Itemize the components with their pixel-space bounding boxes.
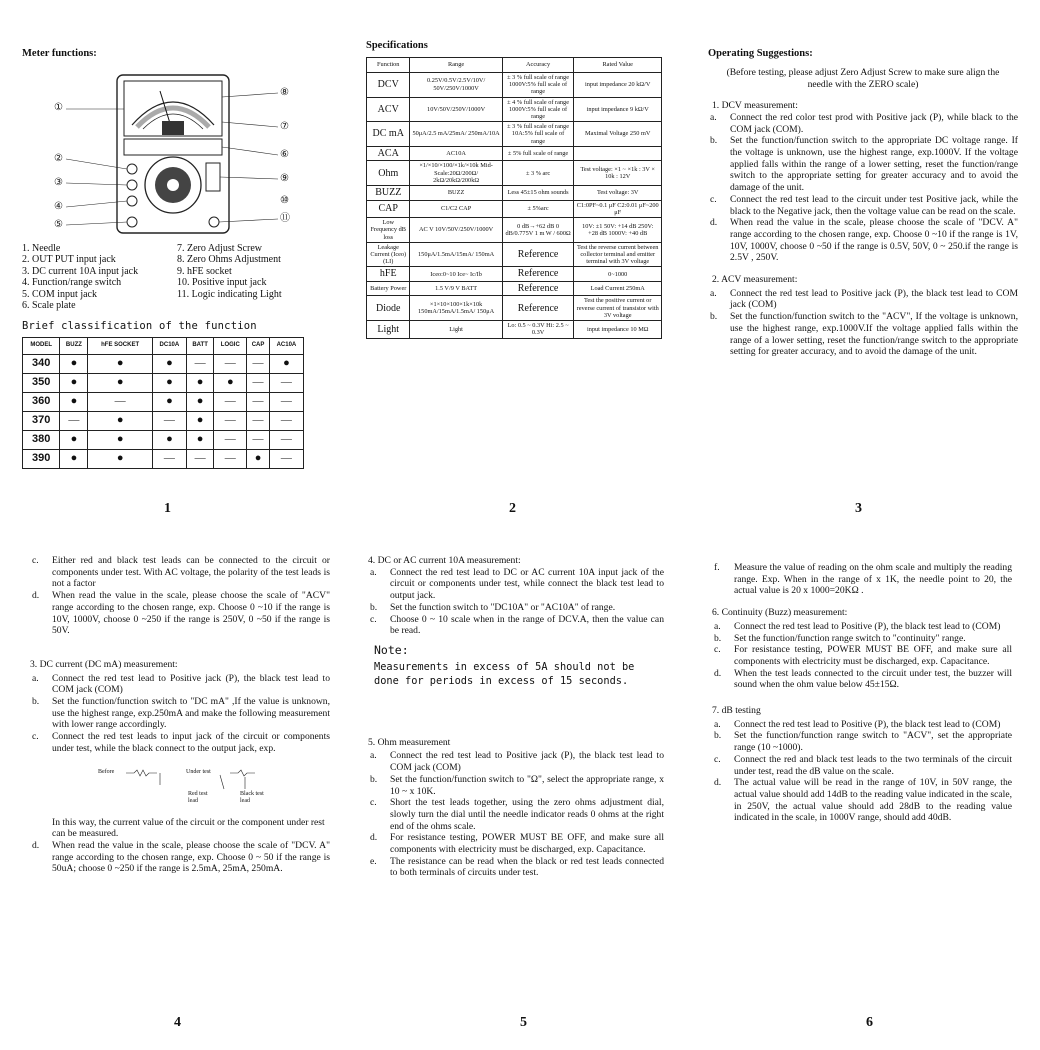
legend-item [177, 300, 322, 312]
legend-item: 1. Needle [22, 242, 61, 254]
table-cell: ● [88, 411, 152, 430]
table-header: AC10A [269, 337, 303, 354]
spec-row [367, 218, 662, 243]
table-cell: ● [214, 373, 247, 392]
spec-cell: ± 4 % full scale of range 1000V:5% full scale of range [502, 97, 574, 122]
spec-row [367, 267, 662, 282]
step-letter: c. [710, 193, 717, 205]
table-cell: ● [152, 373, 186, 392]
step-item [708, 217, 1018, 264]
spec-header: Range [410, 57, 502, 72]
table-cell: — [186, 449, 213, 468]
table-cell: ● [88, 373, 152, 392]
legend-item: 11. Logic indicating Light [177, 288, 282, 300]
spec-cell: DC mA [367, 122, 410, 147]
table-cell: ● [152, 392, 186, 411]
step-letter: a. [714, 718, 721, 730]
step-text: Connect the red test lead to Positive jack (P), the black test lead to COM jack (COM) [52, 672, 330, 696]
spec-row [367, 161, 662, 186]
step-item [708, 135, 1018, 194]
table-header: hFE SOCKET [88, 337, 152, 354]
step-letter: d. [714, 777, 722, 789]
step-text: Connect the red test lead to DC or AC current 10A input jack of the circuit or components under test, while connect the black test lead to output jack. [390, 566, 664, 602]
spec-cell: ± 3 % full scale of range 10A:5% full scale of range [502, 122, 574, 147]
table-cell: ● [152, 430, 186, 449]
note-text: Measurements in excess of 5A should not be done for periods in excess of 15 seconds. [374, 660, 635, 687]
table-header: DC10A [152, 337, 186, 354]
step-letter: c. [714, 753, 721, 765]
spec-cell: Low Frequency dB loss [367, 218, 410, 243]
spec-cell: C1/C2 CAP [410, 200, 502, 217]
ohm-steps [368, 750, 664, 879]
spec-cell: 0.25V/0.5V/2.5V/10V/ 50V/250V/1000V [410, 72, 502, 97]
table-cell: 370 [23, 411, 60, 430]
spec-cell: 10V: ±1 50V: +14 dB 250V: +28 dB 1000V: +40 dB [574, 218, 662, 243]
diagram-label-10: ⑩ [280, 194, 289, 206]
spec-cell: Test voltage: 3V [574, 186, 662, 201]
spec-cell: ×1/×10/×100/×1k/×10k Mid-Scale:20Ω/200Ω/ 2kΩ/20kΩ/200kΩ [410, 161, 502, 186]
page-number-4: 4 [174, 1015, 181, 1030]
spec-cell: Battery Power [367, 281, 410, 296]
diagram-label-3: ③ [54, 176, 63, 188]
spec-cell: Reference [502, 267, 574, 282]
page-4 [30, 555, 330, 1025]
section-acv: 2. ACV measurement: [712, 274, 798, 286]
table-cell: — [269, 449, 303, 468]
step-item [712, 730, 1012, 753]
table-cell: ● [60, 392, 88, 411]
step-item [30, 731, 330, 754]
legend-item: 3. DC current 10A input jack [22, 265, 139, 277]
step-letter: c. [32, 555, 39, 566]
table-header: MODEL [23, 337, 60, 354]
step-letter: d. [32, 839, 40, 851]
step-item [368, 602, 664, 614]
spec-cell: input impedance 20 kΩ/V [574, 72, 662, 97]
step-item [712, 719, 1012, 731]
page-number-5: 5 [520, 1015, 527, 1030]
dc-current-step-d [30, 840, 330, 875]
page-6 [712, 562, 1012, 1022]
spec-row [367, 281, 662, 296]
spec-cell: ± 3 % arc [502, 161, 574, 186]
meter-diagram [52, 67, 302, 237]
step-item [712, 633, 1012, 645]
step-letter: a. [32, 672, 39, 684]
spec-cell: Maximal Voltage 250 mV [574, 122, 662, 147]
step-letter: a. [710, 287, 717, 299]
spec-header: Accuracy [502, 57, 574, 72]
table-row [23, 449, 304, 468]
step-item [30, 696, 330, 731]
table-cell: — [214, 430, 247, 449]
operating-suggestions-title: Operating Suggestions: [708, 48, 813, 59]
table-cell: — [60, 411, 88, 430]
legend-item: 4. Function/range switch [22, 277, 122, 289]
step-item [368, 856, 664, 879]
legend-item: 6. Scale plate [22, 300, 76, 312]
table-header: LOGIC [214, 337, 247, 354]
step-letter: c. [714, 644, 721, 656]
legend-item: 5. COM input jack [22, 288, 97, 300]
step-item [708, 112, 1018, 135]
step-letter: a. [710, 111, 717, 123]
spec-cell: Leakage Current (Iceo) (LI) [367, 242, 410, 267]
table-cell: ● [186, 430, 213, 449]
diagram-label-9: ⑨ [280, 172, 289, 184]
step-letter: b. [714, 632, 722, 644]
table-cell: — [247, 430, 270, 449]
continuity-steps [712, 621, 1012, 691]
table-cell: 390 [23, 449, 60, 468]
spec-header: Rated Value [574, 57, 662, 72]
legend-item: 10. Positive input jack [177, 277, 267, 289]
spec-cell: 50μA/2.5 mA/25mA/ 250mA/10A [410, 122, 502, 147]
acv-steps-continued [30, 555, 330, 637]
specifications-title: Specifications [366, 40, 428, 51]
spec-row [367, 122, 662, 147]
table-cell: ● [88, 449, 152, 468]
table-cell: — [214, 392, 247, 411]
table-header: BATT [186, 337, 213, 354]
step-letter: b. [714, 730, 722, 742]
page-number-6: 6 [866, 1015, 873, 1030]
step-text: Short the test leads together, using the zero ohms adjustment dial, slowly turn the dial until the needle indicator reads 0 ohms at the right end of the ohms scale. [390, 797, 664, 832]
circuit-sketch [90, 763, 310, 811]
step-text: When read the value in the scale, please choose the scale of "DCV. A" range according to the chosen range, exp. Choose 0 ~ 50 if the range is 50uA; choose 0 ~250 if the range is 2.5mA, 25mA, 250mA. [52, 839, 330, 875]
table-cell: ● [152, 354, 186, 373]
table-cell: — [247, 392, 270, 411]
step-text: Set the function/function range switch to "continuity" range. [734, 632, 966, 644]
step-item [368, 614, 664, 637]
step-item [368, 750, 664, 773]
step-text: Connect the red test lead to Positive (P), the black test lead to (COM) [734, 620, 1001, 632]
dcv-steps [708, 112, 1018, 264]
step-text: Set the function switch to "DC10A" or "AC10A" of range. [390, 601, 616, 613]
step-text: For resistance testing, POWER MUST BE OFF, and make sure all components with electricity must be discharged, exp. Capacitance. [390, 832, 664, 856]
step-letter: b. [32, 696, 40, 708]
spec-cell: 1.5 V/9 V BATT [410, 281, 502, 296]
step-letter: a. [714, 620, 721, 632]
db-testing-steps [712, 719, 1012, 824]
diagram-label-1: ① [54, 101, 63, 113]
spec-cell: DCV [367, 72, 410, 97]
note-title: Note: [374, 642, 409, 657]
table-cell: — [247, 354, 270, 373]
step-text: Connect the red test lead to Positive (P), the black test lead to (COM) [734, 718, 1001, 730]
ohm-step-f [712, 562, 1012, 597]
table-cell: ● [60, 449, 88, 468]
step-item [368, 774, 664, 797]
diagram-label-5: ⑤ [54, 218, 63, 230]
step-letter: a. [370, 750, 377, 762]
step-item [30, 590, 330, 637]
step-text: Measure the value of reading on the ohm scale and multiply the reading range. Exp. When in the range of x 1K, the needle point to 20, the actual value is 20 x 1000=20KΩ . [734, 562, 1012, 597]
step-text: Connect the red test lead to the circuit under test Positive jack, while the black to the Negative jack, then the voltage value can be read on the scale. [730, 193, 1018, 217]
step-text: The actual value will be read in the range of 10V, in 50V range, the actual value should add 14dB to the reading value indicated in the scale, in 250V, the actual value should add 28dB to the reading value indicated in the scale, in 1000V range, should add 40dB. [734, 777, 1012, 824]
spec-cell: input impedance 9 kΩ/V [574, 97, 662, 122]
step-text: Set the function/function switch to "DC mA" ,If the value is unknown, use the highest range, exp.250mA and make the following measurement with lower range accordingly. [52, 696, 330, 731]
spec-cell: BUZZ [367, 186, 410, 201]
table-cell: — [269, 430, 303, 449]
step-text: Set the function/function switch to the "ACV", If the voltage is unknown, use the highest range, exp.1000V.If the voltage applied falls within the range of a lower setting, reset the function/range switch to the appropriate setting for greater accuracy, and to avoid the damage of the unit. [730, 311, 1018, 358]
step-text: Either red and black test leads can be connected to the circuit or components under test. With AC voltage, the polarity of the test leads is not a factor [52, 555, 330, 590]
spec-cell: ACA [367, 146, 410, 161]
step-letter: b. [370, 773, 378, 785]
section-ohm: 5. Ohm measurement [368, 736, 451, 748]
page-5 [368, 555, 664, 1025]
spec-header: Function [367, 57, 410, 72]
spec-cell: Diode [367, 296, 410, 321]
fig-label-black-lead: Black test lead [240, 790, 264, 804]
step-item [30, 673, 330, 696]
step-item [712, 644, 1012, 667]
spec-row [367, 200, 662, 217]
table-cell: ● [269, 354, 303, 373]
section-continuity: 6. Continuity (Buzz) measurement: [712, 607, 848, 619]
table-cell: — [88, 392, 152, 411]
table-row [23, 392, 304, 411]
step-letter: c. [32, 731, 39, 743]
table-cell: 350 [23, 373, 60, 392]
table-cell: — [269, 392, 303, 411]
step-text: Connect the red test leads to input jack of the circuit or components under test, while the black connect to the output jack, exp. [52, 731, 330, 754]
diagram-label-6: ⑥ [280, 148, 289, 160]
spec-cell: 10V/50V/250V/1000V [410, 97, 502, 122]
spec-cell: AC V 10V/50V/250V/1000V [410, 218, 502, 243]
step-text: Connect the red color test prod with Positive jack (P), while black to the COM jack (COM). [730, 111, 1018, 135]
table-row [23, 354, 304, 373]
step-letter: b. [370, 601, 378, 613]
spec-cell: hFE [367, 267, 410, 282]
table-header: CAP [247, 337, 270, 354]
meter-functions-title: Meter functions: [22, 48, 97, 59]
table-cell: ● [88, 354, 152, 373]
spec-row [367, 146, 662, 161]
step-text: When the test leads connected to the circuit under test, the buzzer will sound when the ohm value below 45±15Ω. [734, 667, 1012, 691]
step-text: Connect the red and black test leads to the two terminals of the circuit under test, read the dB value on the scale. [734, 753, 1012, 777]
table-cell: 340 [23, 354, 60, 373]
legend-item: 2. OUT PUT input jack [22, 254, 116, 266]
step-text: Set the function/function range switch to "ACV", set the appropriate range (10 ~1000). [734, 730, 1012, 754]
table-cell: ● [88, 430, 152, 449]
table-cell: — [214, 354, 247, 373]
model-function-table [22, 337, 304, 469]
step-item [708, 194, 1018, 217]
spec-cell: Lo: 0.5 ~ 0.3V Hi: 2.5 ~ 0.3V [502, 321, 574, 338]
spec-cell: Less 45±15 ohm sounds [502, 186, 574, 201]
diagram-label-11: ⑪ [280, 212, 290, 224]
table-cell: ● [186, 373, 213, 392]
section-dcv: 1. DCV measurement: [712, 100, 798, 112]
spec-cell [574, 146, 662, 161]
page-3 [708, 48, 1018, 518]
spec-cell: Iceo:0~10 Ice~ Ic/Ib [410, 267, 502, 282]
table-header: BUZZ [60, 337, 88, 354]
step-item [712, 621, 1012, 633]
page-number-2: 2 [509, 501, 516, 516]
table-cell: — [152, 449, 186, 468]
step-text: Connect the red test lead to Positive jack (P), the black test lead to COM jack (COM) [730, 287, 1018, 311]
intro-note: (Before testing, please adjust Zero Adjust Screw to make sure align the needle with the ZERO scale) [726, 66, 1000, 90]
spec-cell: ± 5%arc [502, 200, 574, 217]
table-cell: — [214, 411, 247, 430]
table-row [23, 430, 304, 449]
acv-steps [708, 288, 1018, 358]
table-cell: — [214, 449, 247, 468]
fig-label-under-test: Under test [186, 768, 211, 775]
table-cell: ● [247, 449, 270, 468]
table-cell: — [247, 411, 270, 430]
page-1 [22, 48, 322, 518]
diagram-label-2: ② [54, 152, 63, 164]
table-cell: — [186, 354, 213, 373]
spec-row [367, 321, 662, 338]
page-number-1: 1 [164, 501, 171, 516]
spec-cell: 0 dB→+62 dB 0 dB/0.775V 1 m W / 600Ω [502, 218, 574, 243]
spec-cell: 0~1000 [574, 267, 662, 282]
step-item [712, 777, 1012, 824]
step-text: For resistance testing, POWER MUST BE OFF, and make sure all components with electricity must be discharged, exp. Capacitance. [734, 644, 1012, 667]
step-text: When read the value in the scale, please choose the scale of "ACV" range according to the chosen range, exp. Choose 0 ~10 if the range is 10V, 1000V, choose 0 ~250 if the range is 250V, 0 ~50 if the range is 50V. [52, 590, 330, 637]
step-item [368, 832, 664, 855]
step-letter: e. [370, 855, 377, 867]
spec-cell: ± 5% full scale of range [502, 146, 574, 161]
brief-classification-title: Brief classification of the function [22, 319, 257, 332]
legend-item: 7. Zero Adjust Screw [177, 242, 262, 254]
table-cell: ● [60, 354, 88, 373]
spec-cell: ± 3 % full scale of range 1000V:5% full scale of range [502, 72, 574, 97]
step-text: Choose 0 ~ 10 scale when in the range of DCV.A, then the value can be read. [390, 613, 664, 637]
table-cell: 360 [23, 392, 60, 411]
diagram-label-4: ④ [54, 200, 63, 212]
step-letter: b. [710, 135, 718, 147]
spec-cell: Test the reverse current between collector terminal and emitter terminal with 3V voltage [574, 242, 662, 267]
step-letter: c. [370, 613, 377, 625]
spec-cell: Reference [502, 281, 574, 296]
spec-row [367, 72, 662, 97]
spec-cell: Load Current 250mA [574, 281, 662, 296]
step-letter: b. [710, 311, 718, 323]
table-cell: — [269, 411, 303, 430]
dc-current-steps [30, 673, 330, 755]
spec-row [367, 97, 662, 122]
spec-cell: Light [410, 321, 502, 338]
spec-cell: Test the positive current or reverse current of transistor with 3V voltage [574, 296, 662, 321]
step-item [30, 555, 330, 590]
legend-item: 9. hFE socket [177, 265, 232, 277]
step-letter: d. [370, 832, 378, 844]
step-letter: f. [714, 562, 720, 573]
spec-cell: input impedance 10 MΩ [574, 321, 662, 338]
spec-cell: Test voltage: ×1 ~ ×1k : 3V × 10k : 12V [574, 161, 662, 186]
step-letter: a. [370, 566, 377, 578]
fig-label-red-lead: Red test lead [188, 790, 208, 804]
circuit-figure [90, 763, 330, 811]
step-letter: d. [710, 217, 718, 229]
spec-row [367, 242, 662, 267]
step-text: When read the value in the scale, please choose the scale of "DCV. A" range according to the chosen range, exp. Choose 0 ~10 if the range is 1V, 10V, 1000V, choose 0 ~50 if the range is 0.5V, 50V, 0 ~ 250.if the range is 2.5V , 250V. [730, 217, 1018, 264]
10a-current-steps [368, 567, 664, 637]
diagram-label-8: ⑧ [280, 86, 289, 98]
spec-cell: CAP [367, 200, 410, 217]
meter-drawing [52, 67, 302, 237]
fig-label-before: Before [98, 768, 115, 775]
table-row [23, 411, 304, 430]
spec-cell: Reference [502, 242, 574, 267]
spec-cell: Light [367, 321, 410, 338]
legend-item: 8. Zero Ohms Adjustment [177, 254, 281, 266]
specifications-table [366, 57, 662, 339]
table-cell: — [269, 373, 303, 392]
page-number-3: 3 [855, 501, 862, 516]
table-cell: — [247, 373, 270, 392]
spec-cell: Ohm [367, 161, 410, 186]
table-cell: ● [60, 430, 88, 449]
spec-row [367, 186, 662, 201]
section-10a-current: 4. DC or AC current 10A measurement: [368, 555, 521, 566]
step-item [368, 797, 664, 832]
step-letter: c. [370, 797, 377, 809]
step-text: Connect the red test lead to Positive jack (P), the black test lead to COM jack (COM) [390, 750, 664, 774]
spec-cell: Reference [502, 296, 574, 321]
step-text: Set the function/function switch to "Ω", select the appropriate range, x 10 ~ x 10K. [390, 773, 664, 797]
table-cell: ● [60, 373, 88, 392]
spec-cell: AC10A [410, 146, 502, 161]
spec-cell: ×1×10×100×1k×10k 150mA/15mA/1.5mA/ 150μA [410, 296, 502, 321]
section-dc-current: 3. DC current (DC mA) measurement: [30, 658, 178, 670]
step-item [712, 668, 1012, 691]
spec-row [367, 296, 662, 321]
step-letter: d. [32, 590, 40, 602]
dc-current-result: In this way, the current value of the circuit or the component under rest can be measured. [52, 816, 325, 840]
step-item [368, 567, 664, 602]
table-cell: — [152, 411, 186, 430]
table-cell: 380 [23, 430, 60, 449]
section-db-testing: 7. dB testing [712, 705, 761, 717]
spec-cell: 150μA/1.5mA/15mA/ 150mA [410, 242, 502, 267]
step-text: The resistance can be read when the black or red test leads connected to both terminals of circuits under test. [390, 855, 664, 879]
step-item [712, 754, 1012, 777]
parts-legend [22, 243, 322, 312]
step-letter: d. [714, 667, 722, 679]
page-2 [366, 40, 662, 518]
spec-cell: C1:0PF~0.1 μF C2:0.01 μF~200 μF [574, 200, 662, 217]
table-row [23, 373, 304, 392]
step-text: Set the function/function switch to the appropriate DC voltage range. If the voltage is unknown, use the highest range, exp.1000V. If the voltage applied falls within the range of a lower setting, reset the function/range switch to the appropriate setting for greater accuracy and to avoid the damage of the unit. [730, 135, 1018, 194]
table-cell: ● [186, 411, 213, 430]
diagram-label-7: ⑦ [280, 120, 289, 132]
step-item [708, 288, 1018, 311]
step-item [708, 311, 1018, 358]
table-cell: ● [186, 392, 213, 411]
spec-cell: ACV [367, 97, 410, 122]
spec-cell: BUZZ [410, 186, 502, 201]
